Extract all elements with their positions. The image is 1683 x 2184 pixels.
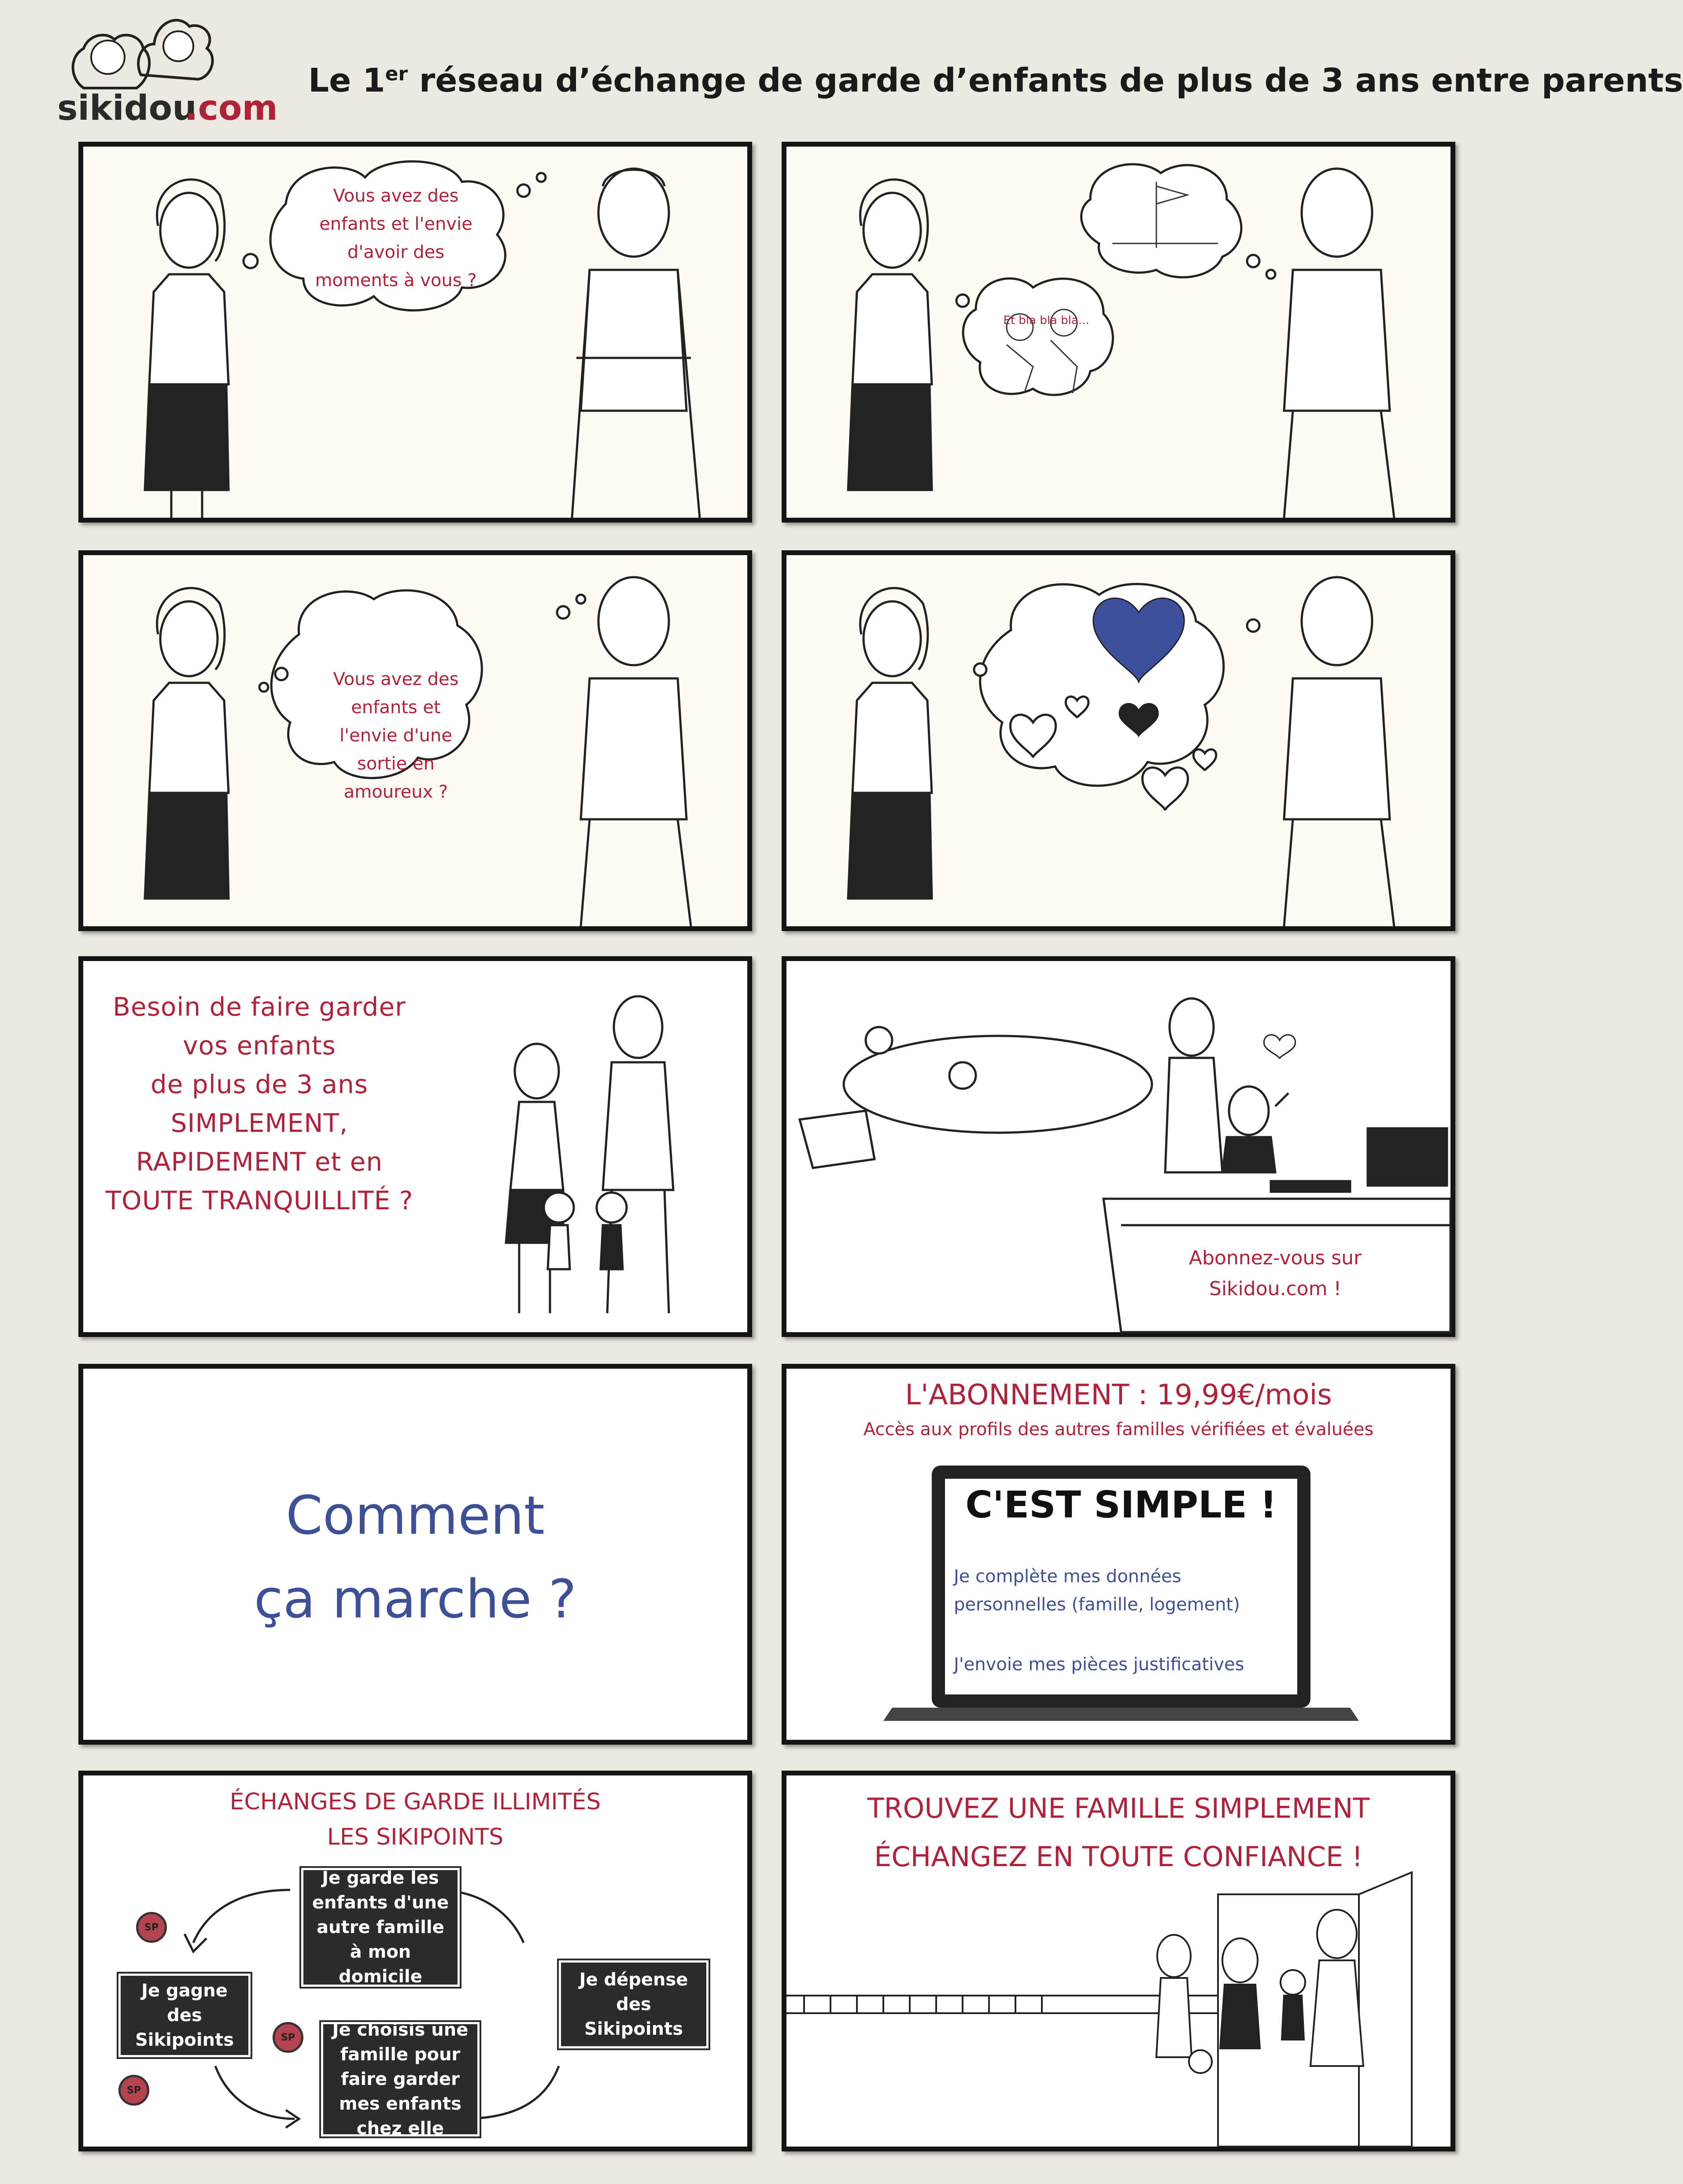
panel-10: [782, 1771, 1455, 2151]
panel-1: [78, 142, 752, 523]
page-tagline: Le 1er réseau d’échange de garde d’enfants de plus de 3 ans entre parents: [308, 62, 1683, 99]
small-thought-text: Et bla bla bla...: [1003, 314, 1089, 327]
panel-7: [78, 1364, 752, 1745]
how-it-works-text: Comment ça marche ?: [254, 1485, 577, 1630]
subscription-title: L'ABONNEMENT : 19,99€/mois: [905, 1379, 1332, 1411]
step-2-text: J'envoie mes pièces justificatives: [954, 1654, 1244, 1675]
family-scene: [83, 961, 747, 1332]
panel-2: [782, 142, 1455, 523]
panel-5: [78, 956, 752, 1337]
screen-title: C'EST SIMPLE !: [965, 1483, 1277, 1526]
small-heart-icon: [1264, 1035, 1295, 1059]
sp-token-icon: SP: [118, 2075, 149, 2106]
step-1-text: Je complète mes données personnelles (famille, logement): [954, 1566, 1240, 1615]
sikidou-logo: [53, 4, 278, 132]
exchange-title: ÉCHANGES DE GARDE ILLIMITÉS: [229, 1789, 601, 1815]
logo-text-sikidou: sikidou: [57, 88, 197, 128]
panel-9: [78, 1771, 752, 2151]
panel-3: [78, 550, 752, 931]
panel-8: [782, 1364, 1455, 1745]
box-choose-family: Je choisis une famille pour faire garder mes enfants chez elle: [321, 2022, 480, 2136]
sikipoints-title: LES SIKIPOINTS: [327, 1824, 504, 1850]
need-childcare-text: Besoin de faire garder vos enfants de plus de 3 ans SIMPLEMENT, RAPIDEMENT et en TOUTE TRANQUILLITÉ ?: [105, 992, 413, 1215]
woman-man-daydream-scene: [786, 147, 1450, 518]
laptop-icon: [786, 1369, 1450, 1740]
thought-text: Vous avez des enfants et l'envie d'avoir des moments à vous ?: [315, 186, 477, 291]
hearts-scene: [786, 555, 1450, 926]
logo-text-com: .com: [185, 88, 278, 128]
box-earn-sikipoints: Je gagne des Sikipoints: [118, 1974, 251, 2057]
box-keep-children: Je garde les enfants d'une autre famille à mon domicile: [301, 1868, 460, 1987]
subscription-subtitle: Accès aux profils des autres familles vérifiées et évaluées: [863, 1419, 1374, 1440]
sp-token-icon: SP: [273, 2022, 303, 2053]
box-spend-sikipoints: Je dépense des Sikipoints: [559, 1960, 709, 2048]
family-meeting-scene: [786, 1775, 1450, 2147]
find-family-text: TROUVEZ UNE FAMILLE SIMPLEMENT ÉCHANGEZ EN TOUTE CONFIANCE !: [867, 1792, 1370, 1873]
panel-6: [782, 956, 1455, 1337]
panel-4: [782, 550, 1455, 931]
sp-token-icon: SP: [136, 1912, 167, 1943]
thought-text: Vous avez des enfants et l'envie d'une sortie en amoureux ?: [333, 669, 459, 802]
subscribe-text: Abonnez-vous sur Sikidou.com !: [1188, 1247, 1362, 1300]
